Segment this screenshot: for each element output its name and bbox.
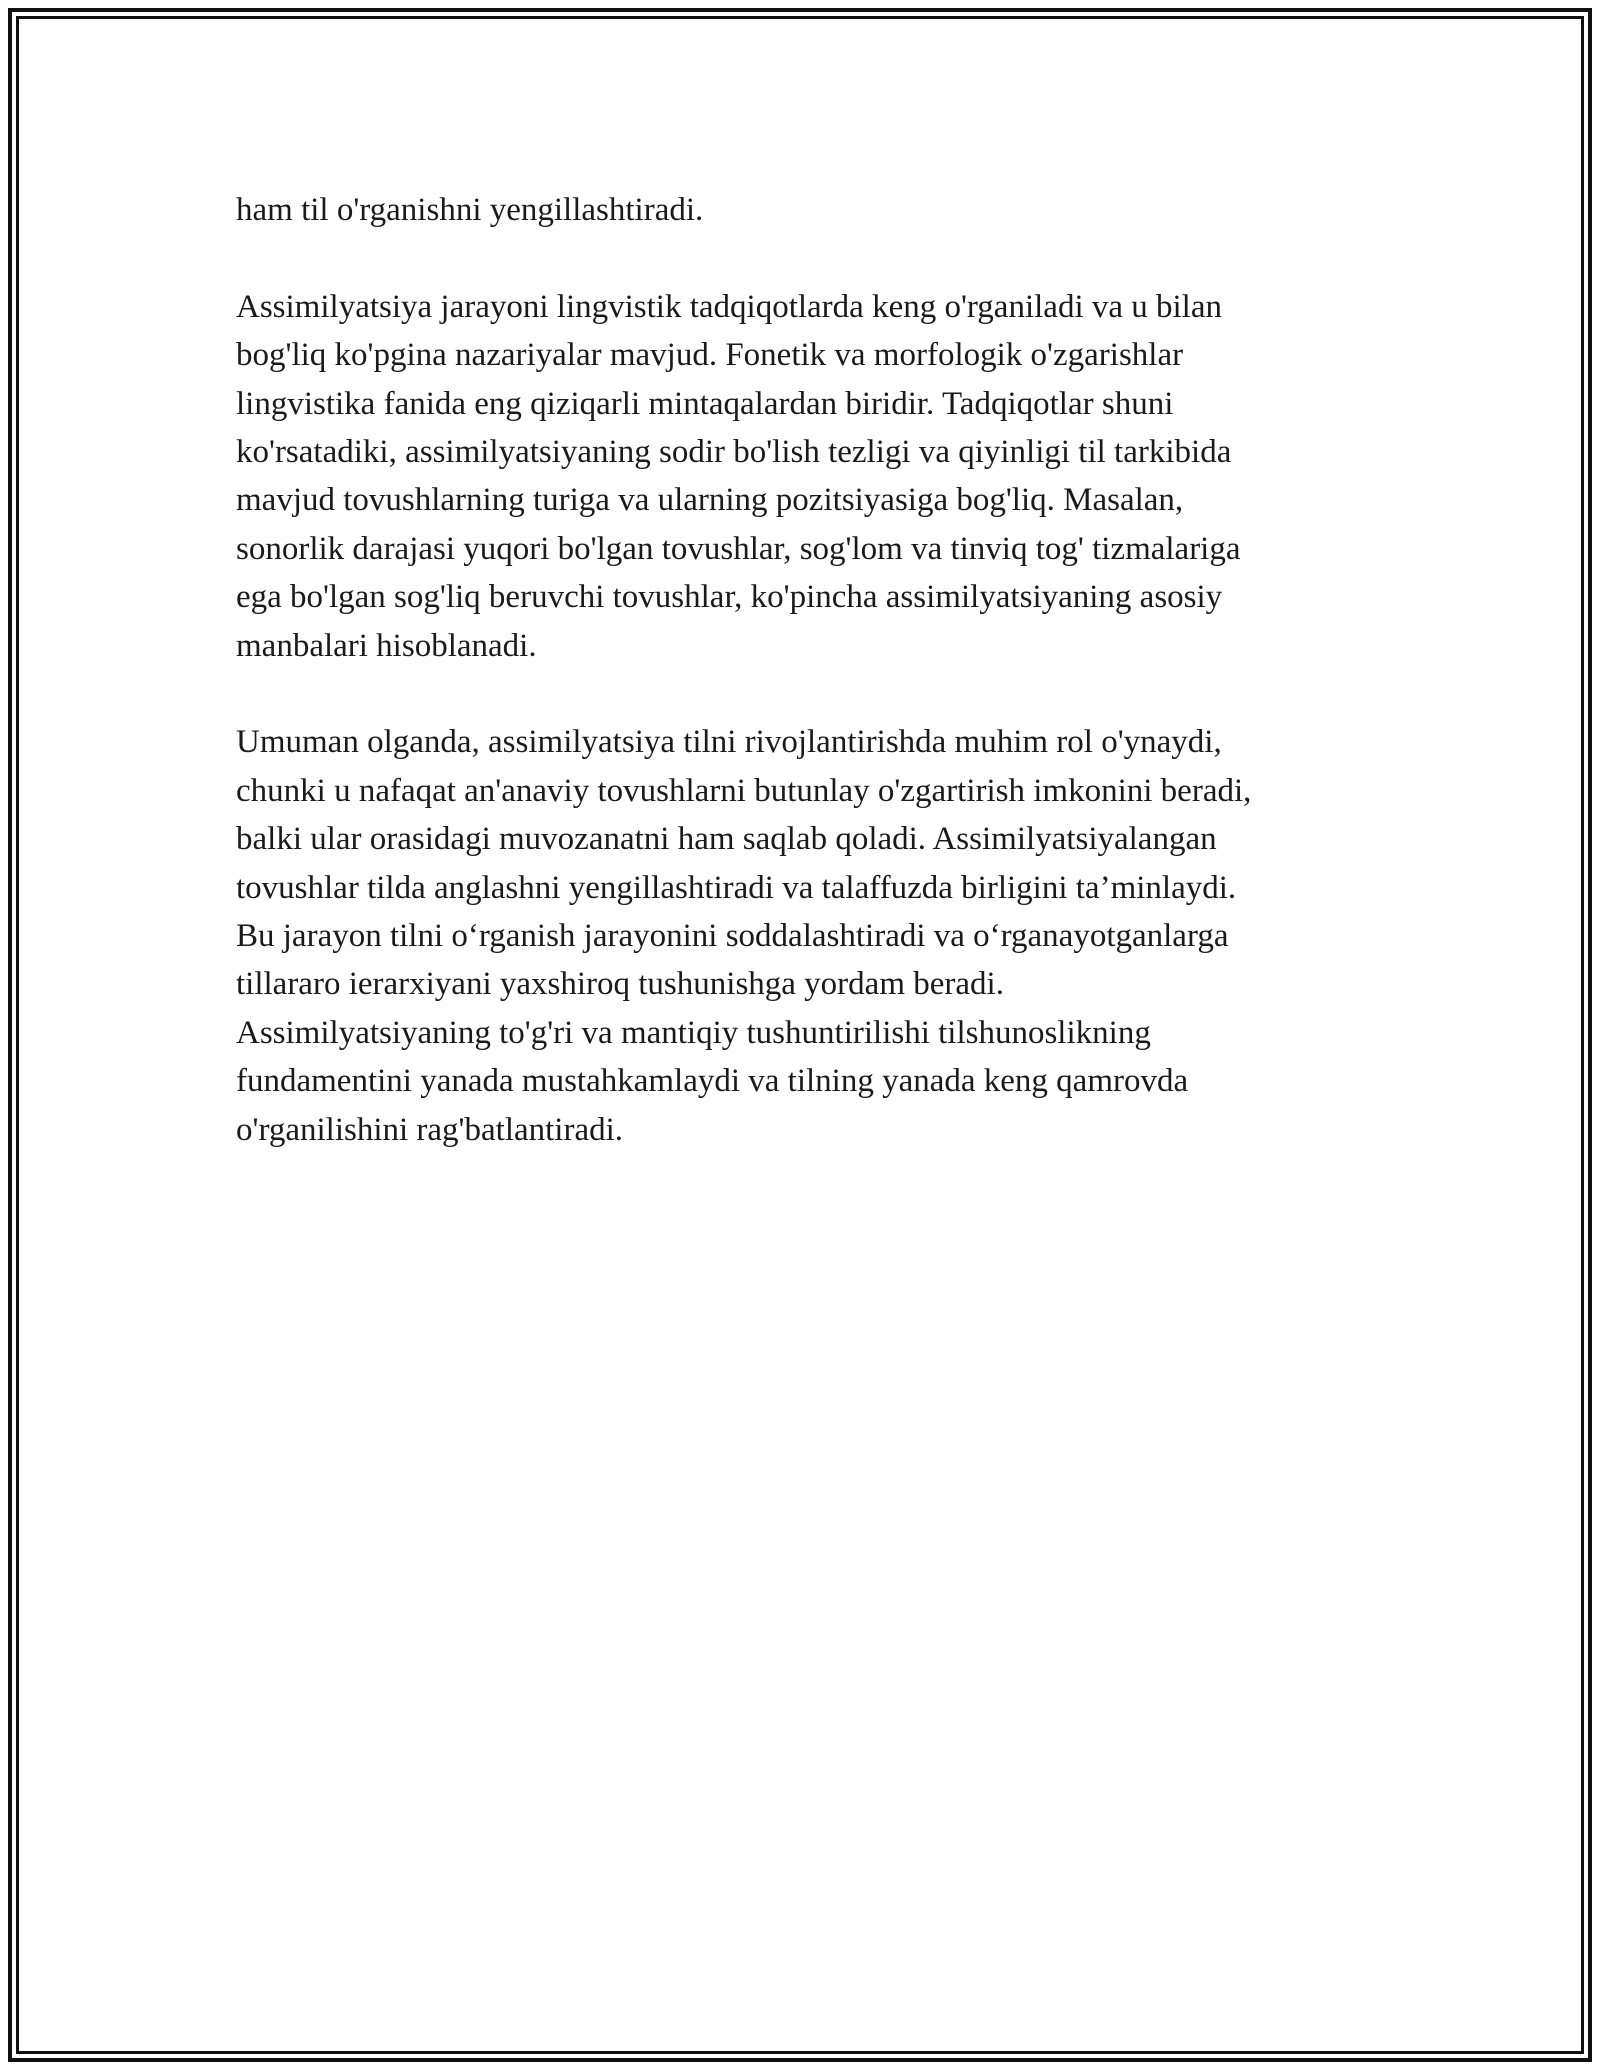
text-line: Umuman olganda, assimilyatsiya tilni rivojlantirishda muhim rol o'ynaydi, (236, 724, 1222, 761)
text-line: balki ular orasidagi muvozanatni ham saqlab qoladi. Assimilyatsiyalangan (236, 821, 1217, 858)
text-line: mavjud tovushlarning turiga va ularning pozitsiyasiga bog'liq. Masalan, (236, 482, 1184, 519)
text-line: Assimilyatsiya jarayoni lingvistik tadqiqotlarda keng o'rganiladi va u bilan (236, 288, 1222, 325)
text-line: lingvistika fanida eng qiziqarli mintaqalardan biridir. Tadqiqotlar shuni (236, 385, 1174, 422)
text-line: tovushlar tilda anglashni yengillashtiradi va talaffuzda birligini ta’minlaydi. (236, 869, 1237, 906)
text-line: chunki u nafaqat an'anaviy tovushlarni butunlay o'zgartirish imkonini beradi, (236, 772, 1252, 809)
document-body (236, 186, 1376, 1202)
text-line: Assimilyatsiyaning to'g'ri va mantiqiy tushuntirilishi tilshunoslikning (236, 1014, 1151, 1051)
text-line: sonorlik darajasi yuqori bo'lgan tovushlar, sog'lom va tinviq tog' tizmalariga (236, 530, 1241, 567)
text-line: bog'liq ko'pgina nazariyalar mavjud. Fonetik va morfologik o'zgarishlar (236, 337, 1184, 374)
text-line: o'rganilishini rag'batlantiradi. (236, 1111, 624, 1148)
paragraph-3 (236, 718, 1376, 1154)
paragraph-1 (236, 186, 1376, 234)
text-line: ega bo'lgan sog'liq beruvchi tovushlar, ko'pincha assimilyatsiyaning asosiy (236, 579, 1223, 616)
text-line: ham til o'rganishni yengillashtiradi. (236, 192, 704, 228)
text-line: Bu jarayon tilni o‘rganish jarayonini soddalashtiradi va o‘rganayotganlarga (236, 918, 1229, 955)
text-line: tillararo ierarxiyani yaxshiroq tushunishga yordam beradi. (236, 966, 1004, 1003)
text-line: fundamentini yanada mustahkamlaydi va tilning yanada keng qamrovda (236, 1063, 1189, 1100)
text-line: manbalari hisoblanadi. (236, 627, 537, 664)
text-line: ko'rsatadiki, assimilyatsiyaning sodir bo'lish tezligi va qiyinligi til tarkibida (236, 434, 1232, 471)
paragraph-2 (236, 283, 1376, 670)
